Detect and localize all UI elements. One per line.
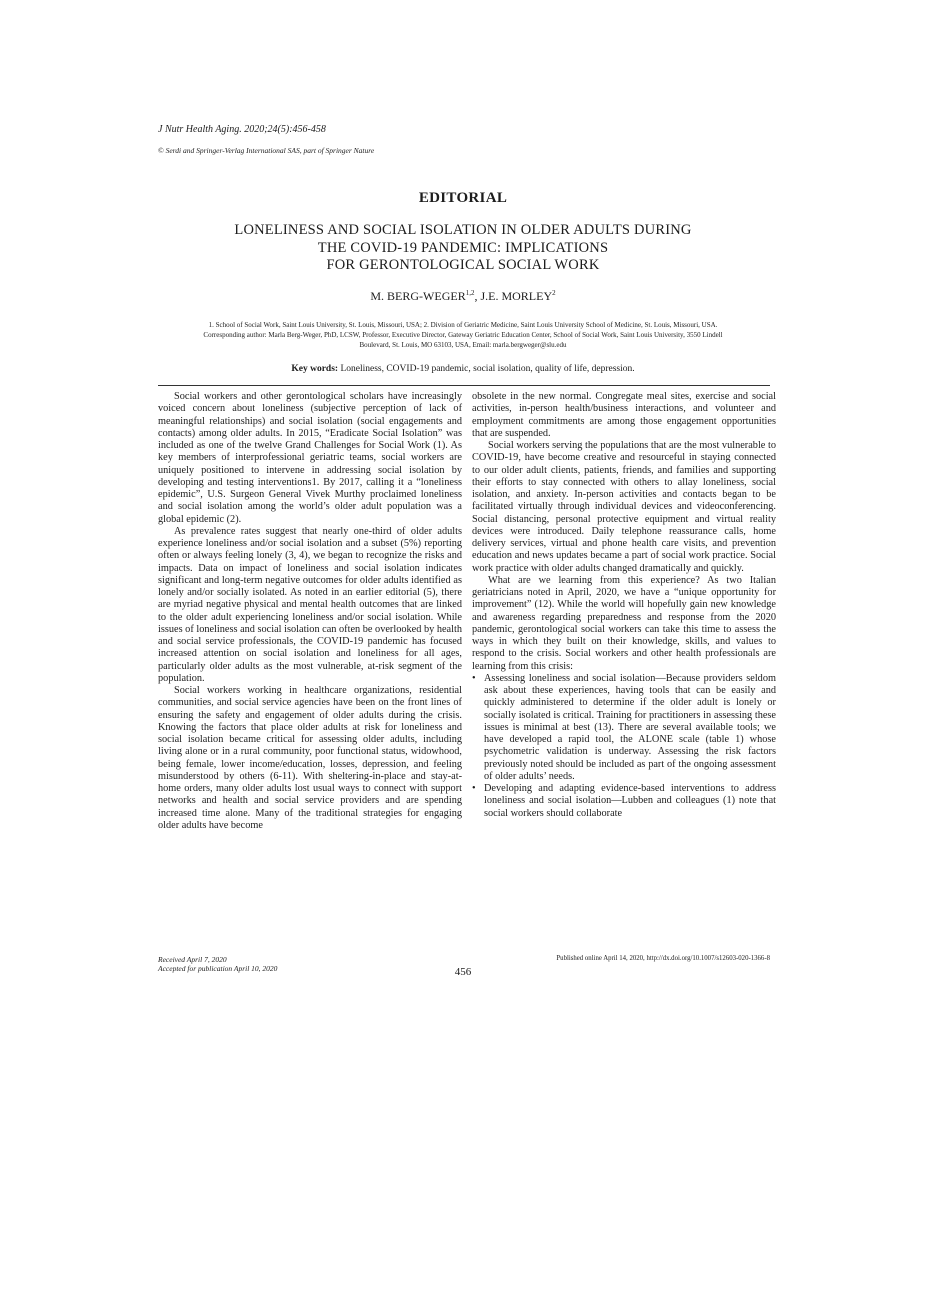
- section-heading: EDITORIAL: [418, 190, 508, 206]
- journal-citation: J Nutr Health Aging. 2020;24(5):456-458: [158, 124, 326, 135]
- bullet-item: [472, 783, 776, 820]
- copyright-line: © Serdi and Springer-Verlag International SAS, part of Springer Nature: [158, 146, 375, 155]
- header-rule: [158, 385, 770, 386]
- author-affiliation-mark: 2: [552, 289, 556, 297]
- author-name: J.E. MORLEY: [480, 289, 553, 303]
- body-column-left: [158, 391, 462, 832]
- bullet-list: [472, 673, 776, 820]
- affiliation-line: Corresponding author: Marla Berg-Weger, PhD, LCSW, Professor, Executive Director, Gateway Geriatric Education Center, School of Social Work, Saint Louis University, 3550 Lindell: [203, 331, 723, 339]
- page-number: 456: [454, 966, 472, 978]
- affiliations: [153, 320, 773, 350]
- body-paragraph: What are we learning from this experience? As two Italian geriatricians noted in April, 2020, we have a “unique opportunity for improvement” (12). While the world will hopefully gain new knowledge and awareness regarding preparedness and response from the 2020 pandemic, gerontological social workers can take this time to assess the ways in which they built on their knowledge, skills, and values to respond to the crisis. Social workers and other health professionals are learning from this crisis:: [472, 574, 776, 672]
- body-column-right: [472, 391, 776, 820]
- received-date: Received April 7, 2020: [158, 955, 227, 964]
- body-paragraph: Social workers serving the populations that are the most vulnerable to COVID-19, have become creative and resourceful in staying connected to our older adult clients, patients, friends, and families and supporting their efforts to stay connected with others to allay loneliness, social isolation, and anxiety. In-person activities and contacts began to be facilitated virtually through individual devices and videoconferencing. Social distancing, personal protective equipment and virtual reality devices were introduced. Daily telephone reassurance calls, home delivery services, virtual and phone health care visits, and prevention education and news updates became a part of social work practice. Social work practice with older adults changed dramatically and quickly.: [472, 440, 776, 574]
- author-name: M. BERG-WEGER: [370, 289, 466, 303]
- bullet-item: [472, 673, 776, 783]
- author-affiliation-mark: 1,2: [465, 289, 475, 297]
- accepted-date: Accepted for publication April 10, 2020: [158, 964, 278, 973]
- affiliation-line: 1. School of Social Work, Saint Louis University, St. Louis, Missouri, USA; 2. Division of Geriatric Medicine, Saint Louis University School of Medicine, St. Louis, Missouri, USA.: [208, 321, 718, 329]
- article-title: [163, 222, 763, 275]
- bullet-icon: •: [472, 783, 476, 794]
- affiliation-line: Boulevard, St. Louis, MO 63103, USA, Email: marla.bergweger@slu.edu: [359, 341, 567, 349]
- body-paragraph: Social workers working in healthcare organizations, residential communities, and social service agencies have been on the front lines of ensuring the safety and engagement of older adults during the crisis. Knowing the factors that place older adults at risk for loneliness and social isolation became critical for assessing older adults, including living alone or in a rural community, poor functional status, widowhood, being female, lower income/education, losses, depression, and feeling misunderstood by others (6-11). With sheltering-in-place and stay-at-home orders, many older adults lost usual ways to connect with support networks and health and social service providers and are spending increased time alone. Many of the traditional strategies for engaging older adults have become: [158, 685, 462, 831]
- bullet-text: Developing and adapting evidence-based interventions to address loneliness and social isolation—Lubben and colleagues (1) note that social workers should collaborate: [484, 783, 776, 819]
- bullet-icon: •: [472, 672, 476, 684]
- title-line: LONELINESS AND SOCIAL ISOLATION IN OLDER ADULTS DURING: [234, 222, 692, 238]
- keywords: [0, 364, 926, 374]
- keywords-text: Loneliness, COVID-19 pandemic, social isolation, quality of life, depression.: [340, 364, 635, 374]
- keywords-label: Key words:: [291, 364, 339, 374]
- body-paragraph: Social workers and other gerontological scholars have increasingly voiced concern about loneliness (subjective perception of lack of meaningful relationships) and social isolation (social engagements and contacts) among older adults. In 2015, “Eradicate Social Isolation” was included as one of the twelve Grand Challenges for Social Work (1). As key members of interprofessional geriatric teams, social workers are uniquely positioned to intervene in addressing social isolation by developing and testing interventions1. By 2017, calling it a “loneliness epidemic”, U.S. Surgeon General Vivek Murthy proclaimed loneliness and social isolation among the world’s older adult population was a global epidemic (2).: [158, 391, 462, 525]
- author-list: [0, 289, 926, 304]
- bullet-text: Assessing loneliness and social isolation—Because providers seldom ask about these experiences, having tools that can be easily and quickly administered to determine if the older adult is lonely or socially isolated is critical. Training for practitioners in assessing these issues is minimal at best (13). There are several available tools; we have developed a rapid tool, the ALONE scale (table 1) whose psychometric validation is underway. Assessing the risk factors previously noted should be included as part of the ongoing assessment of older adults’ needs.: [484, 672, 776, 782]
- author-separator: ,: [474, 289, 481, 303]
- title-line: THE COVID-19 PANDEMIC: IMPLICATIONS: [317, 239, 609, 256]
- body-paragraph-continued: obsolete in the new normal. Congregate meal sites, exercise and social activities, in-person health/business interactions, and volunteer and employment commitments are among those engagement opportunities that are suspended.: [472, 391, 776, 439]
- body-paragraph: As prevalence rates suggest that nearly one-third of older adults experience loneliness and/or social isolation and a subset (5%) reporting often or always feeling lonely (3, 4), we began to recognize the risks and impacts. Data on impact of loneliness and social isolation indicates significant and long-term negative outcomes for older adults identified as lonely and/or socially isolated. As noted in an earlier editorial (5), there are myriad negative physical and mental health outcomes that are linked to the older adult experiencing loneliness and/or social isolation. While issues of loneliness and social isolation can often be overlooked by health and social service professionals, the COVID-19 pandemic has focused increased attention on social isolation and loneliness for all ages, particularly older adults as the most vulnerable, at-risk segment of the population.: [158, 525, 462, 684]
- title-line: FOR GERONTOLOGICAL SOCIAL WORK: [326, 257, 600, 273]
- published-doi: Published online April 14, 2020, http://dx.doi.org/10.1007/s12603-020-1366-8: [556, 955, 770, 962]
